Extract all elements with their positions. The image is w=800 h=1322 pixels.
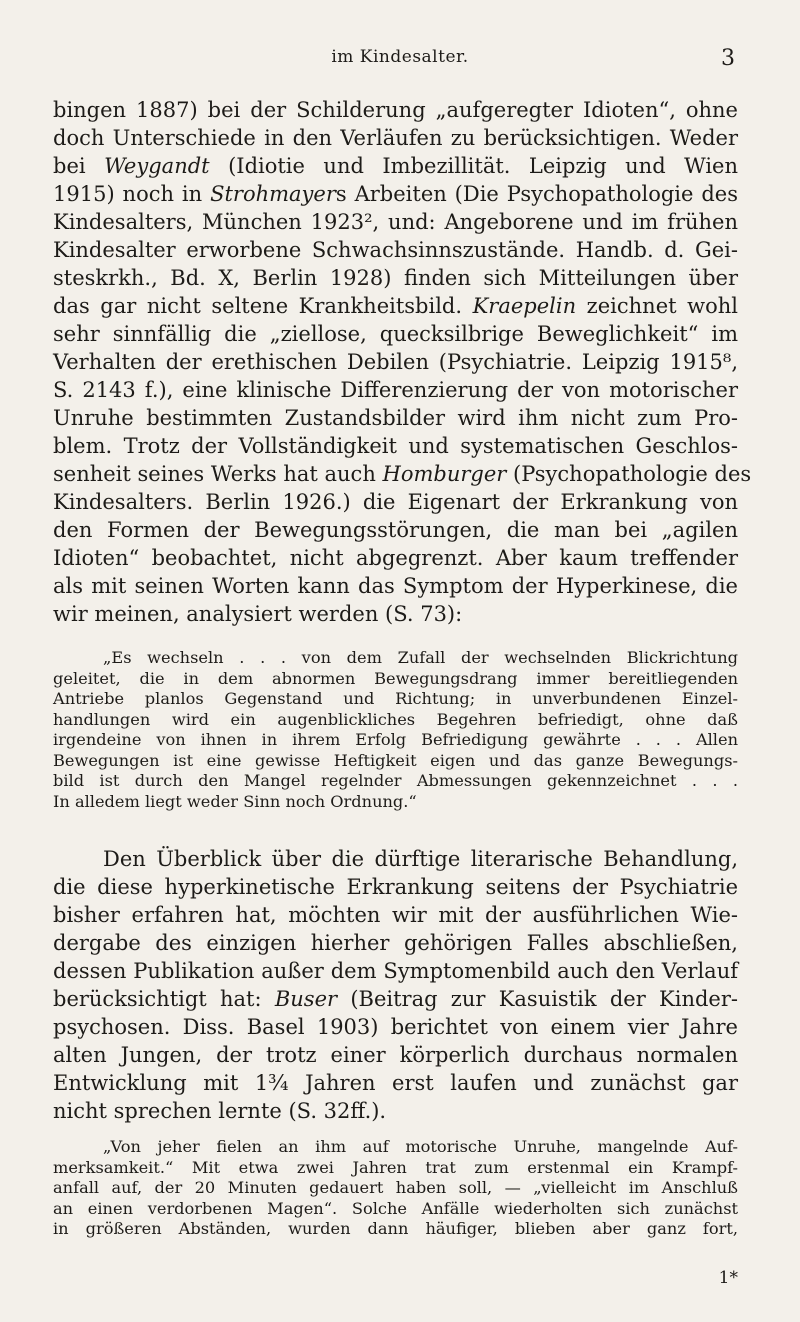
text-line: S. 2143 f.), eine klinische Differenzierung der von motorischer (53, 378, 738, 402)
text-line: Unruhe bestimmten Zustandsbilder wird ihm nicht zum Pro- (53, 406, 738, 430)
text-line: psychosen. Diss. Basel 1903) berichtet von einem vier Jahre (53, 1015, 738, 1039)
author-name: Weygandt (104, 154, 210, 178)
text-line: bei Weygandt (Idiotie und Imbezillität. Leipzig und Wien (53, 154, 738, 178)
author-name: Homburger (382, 462, 507, 486)
text-line: bisher erfahren hat, möchten wir mit der ausführlichen Wie- (53, 903, 738, 927)
text-line: nicht sprechen lernte (S. 32ff.). (53, 1099, 387, 1123)
quote-line: „Es wechseln . . . von dem Zufall der wechselnden Blickrichtung (103, 648, 738, 667)
text-line: blem. Trotz der Vollständigkeit und systematischen Geschlos- (53, 434, 738, 458)
quote-line: an einen verdorbenen Magen“. Solche Anfälle wiederholten sich zunächst (53, 1198, 738, 1218)
text-line: die diese hyperkinetische Erkrankung seitens der Psychiatrie (53, 875, 738, 899)
printer-signature: 1* (718, 1268, 738, 1288)
text-line: den Formen der Bewegungsstörungen, die man bei „agilen (53, 518, 738, 542)
text-line: Entwicklung mit 1¾ Jahren erst laufen und zunächst gar (53, 1071, 738, 1095)
quote-line: Bewegungen ist eine gewisse Heftigkeit eigen und das ganze Bewegungs- (53, 750, 738, 770)
block-quote-1 (53, 648, 738, 812)
text-line: als mit seinen Worten kann das Symptom der Hyperkinese, die (53, 574, 738, 598)
text-line: senheit seines Werks hat auch Homburger (Psychopathologie des (53, 462, 752, 486)
text-line: sehr sinnfällig die „ziellose, quecksilbrige Beweglichkeit“ im (53, 322, 738, 346)
text-line: das gar nicht seltene Krankheitsbild. Kraepelin zeichnet wohl (53, 294, 738, 318)
text-line: wir meinen, analysiert werden (S. 73): (53, 602, 463, 626)
text-line: 1915) noch in Strohmayers Arbeiten (Die Psychopathologie des (53, 182, 738, 206)
text-line: doch Unterschiede in den Verläufen zu berücksichtigen. Weder (53, 126, 738, 150)
block-quote-2 (53, 1137, 738, 1240)
author-name: Strohmayer (210, 182, 336, 206)
text-line: bingen 1887) bei der Schilderung „aufgeregter Idioten“, ohne (53, 98, 738, 122)
quote-line: irgendeine von ihnen in ihrem Erfolg Befriedigung gewährte . . . Allen (53, 730, 738, 749)
text-line: dessen Publikation außer dem Symptomenbild auch den Verlauf (53, 959, 738, 983)
text-line: Den Überblick über die dürftige literarische Behandlung, (103, 847, 738, 871)
quote-line: anfall auf, der 20 Minuten gedauert haben soll, — „vielleicht im Anschluß (53, 1178, 738, 1197)
quote-line: „Von jeher fielen an ihm auf motorische Unruhe, mangelnde Auf- (103, 1137, 738, 1156)
page-number: 3 (721, 46, 735, 71)
text-line: Idioten“ beobachtet, nicht abgegrenzt. Aber kaum treffender (53, 546, 738, 570)
quote-line: merksamkeit.“ Mit etwa zwei Jahren trat zum erstenmal ein Krampf- (53, 1157, 738, 1177)
text-line: Kindesalter erworbene Schwachsinnszustände. Handb. d. Gei- (53, 238, 738, 262)
author-name: Buser (274, 987, 338, 1011)
paragraph-2 (53, 845, 738, 1125)
text-line: Kindesalters, München 1923², und: Angeborene und im frühen (53, 210, 738, 234)
author-name: Kraepelin (472, 294, 577, 318)
quote-line: In alledem liegt weder Sinn noch Ordnung.“ (53, 791, 417, 811)
text-line: berücksichtigt hat: Buser (Beitrag zur Kasuistik der Kinder- (53, 987, 738, 1011)
quote-line: in größeren Abständen, wurden dann häufiger, blieben aber ganz fort, (53, 1219, 738, 1238)
text-line: steskrkh., Bd. X, Berlin 1928) finden sich Mitteilungen über (53, 266, 738, 290)
quote-line: handlungen wird ein augenblickliches Begehren befriedigt, ohne daß (53, 709, 738, 729)
text-line: alten Jungen, der trotz einer körperlich durchaus normalen (53, 1043, 738, 1067)
text-line: Verhalten der erethischen Debilen (Psychiatrie. Leipzig 1915⁸, (53, 350, 738, 374)
text-line: Kindesalters. Berlin 1926.) die Eigenart der Erkrankung von (53, 490, 738, 514)
paragraph-1 (53, 96, 752, 628)
quote-line: bild ist durch den Mangel regelnder Abmessungen gekennzeichnet . . . (53, 771, 738, 790)
text-line: dergabe des einzigen hierher gehörigen Falles abschließen, (53, 931, 738, 955)
quote-line: geleitet, die in dem abnormen Bewegungsdrang immer bereitliegenden (53, 668, 738, 688)
quote-line: Antriebe planlos Gegenstand und Richtung; in unverbundenen Einzel- (53, 689, 738, 708)
running-title: im Kindesalter. (331, 47, 469, 67)
